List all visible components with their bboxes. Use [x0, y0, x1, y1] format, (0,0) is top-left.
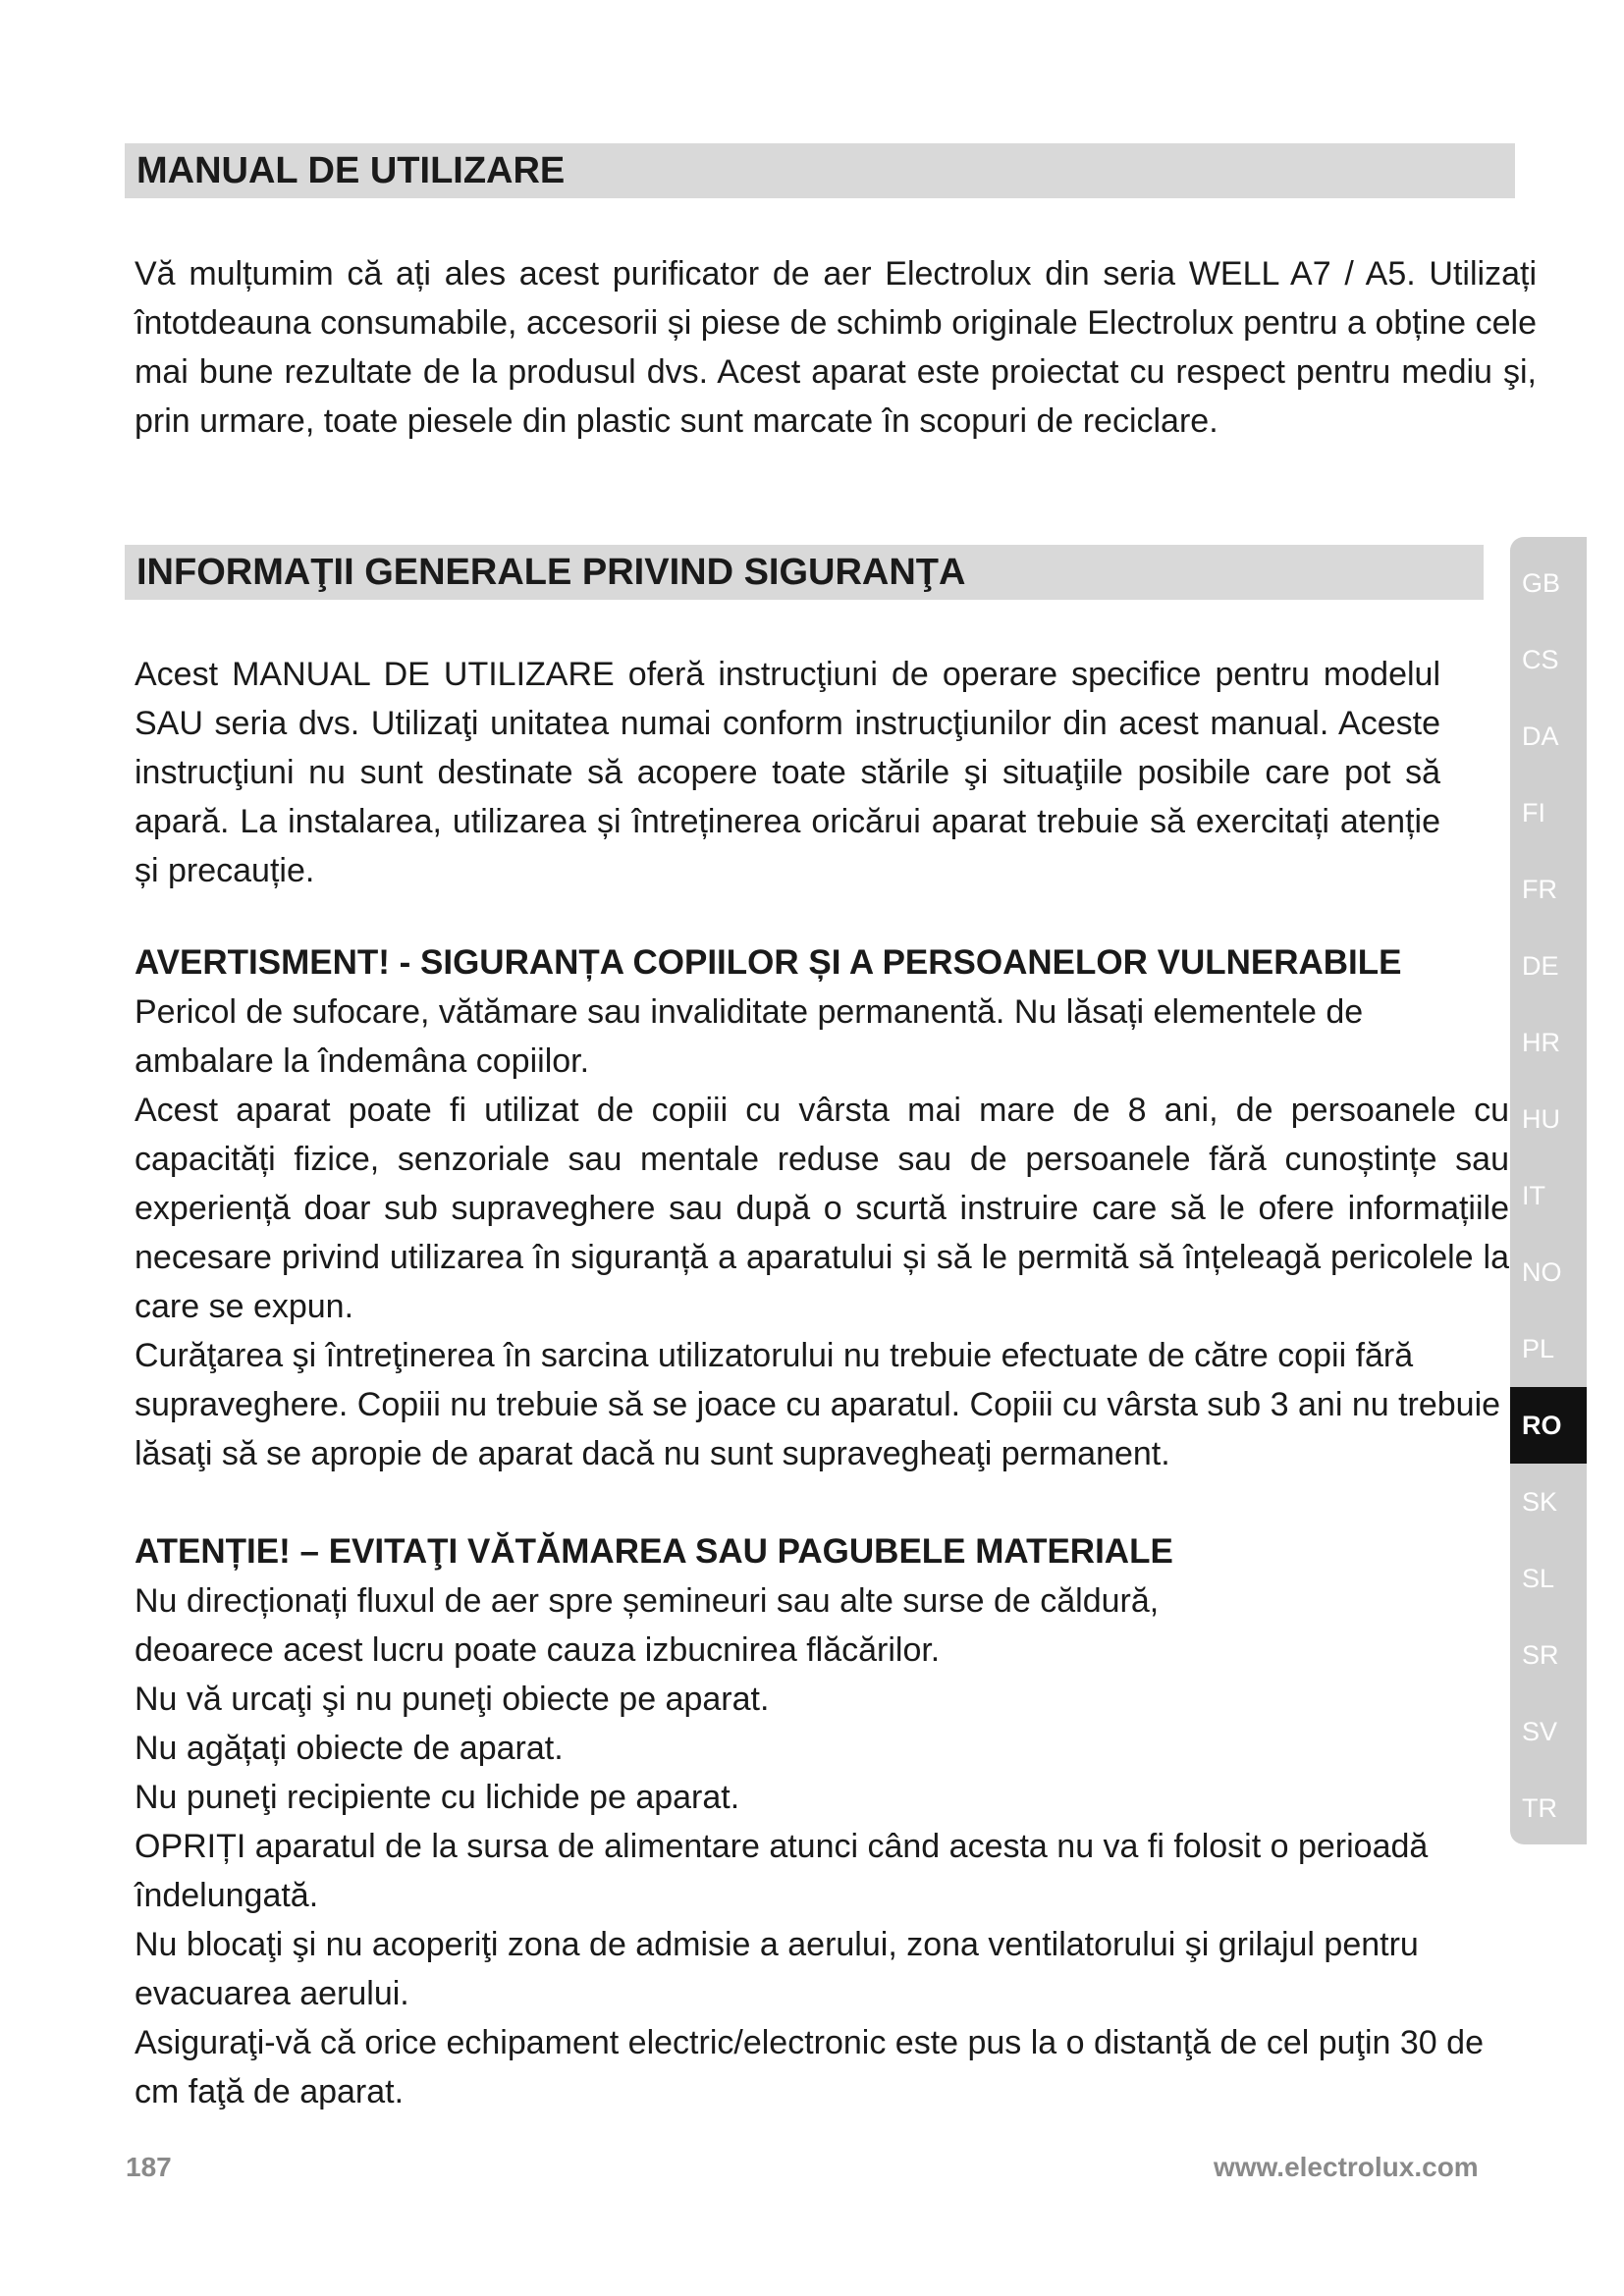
lang-tab-fi[interactable]: FI [1522, 798, 1545, 828]
lang-tab-de[interactable]: DE [1522, 951, 1559, 981]
caution-block [135, 1527, 1529, 2116]
safety-intro-paragraph: Acest MANUAL DE UTILIZARE oferă instrucţiuni de operare specifice pentru modelul SAU seria dvs. Utilizaţi unitatea numai conform instrucţiunilor din acest manual. Aceste instrucţiuni nu sunt destinate să acopere toate stările şi situaţiile posibile care pot să apară. La instalarea, utilizarea și întreținerea oricărui aparat trebuie să exercitați atenție și precauție. [135, 656, 1440, 889]
lang-tab-tr[interactable]: TR [1522, 1793, 1557, 1823]
lang-tab-sr[interactable]: SR [1522, 1640, 1559, 1670]
lang-tab-fr[interactable]: FR [1522, 875, 1557, 904]
warning-paragraph-3: Curăţarea şi întreţinerea în sarcina utilizatorului nu trebuie efectuate de către copii fără supraveghere. Copiii nu trebuie să se joace cu aparatul. Copiii cu vârsta sub 3 ani nu trebuie lăsaţi să se apropie de aparat dacă nu sunt supravegheaţi permanent. [135, 1337, 1501, 1472]
warning-title: AVERTISMENT! - SIGURANȚA COPIILOR ȘI A PERSOANELOR VULNERABILE [135, 943, 1402, 982]
website-link[interactable]: www.electrolux.com [1214, 2152, 1479, 2182]
caution-line-3: Nu vă urcaţi şi nu puneţi obiecte pe aparat. [135, 1681, 770, 1718]
lang-tab-sv[interactable]: SV [1522, 1717, 1558, 1746]
caution-line-2: deoarece acest lucru poate cauza izbucnirea flăcărilor. [135, 1631, 941, 1669]
lang-tab-hr[interactable]: HR [1522, 1028, 1560, 1057]
caution-line-4: Nu agățați obiecte de aparat. [135, 1730, 564, 1767]
intro-paragraph: Vă mulțumim că ați ales acest purificator de aer Electrolux din seria WELL A7 / A5. Utilizați întotdeauna consumabile, accesorii și piese de schimb originale Electrolux pentru a obține cele mai bune rezultate de la produsul dvs. Acest aparat este proiectat cu respect pentru mediu şi, prin urmare, toate piesele din plastic sunt marcate în scopuri de reciclare. [135, 255, 1537, 440]
caution-line-1: Nu direcționați fluxul de aer spre șemineuri sau alte surse de căldură, [135, 1582, 1160, 1620]
lang-tab-sl[interactable]: SL [1522, 1564, 1555, 1593]
caution-title: ATENȚIE! – EVITAŢI VĂTĂMAREA SAU PAGUBELE MATERIALE [135, 1532, 1173, 1571]
caution-line-8: Asiguraţi-vă că orice echipament electric/electronic este pus la o distanţă de cel puţin 30 de cm faţă de aparat. [135, 2024, 1484, 2110]
warning-paragraph-1: Pericol de sufocare, vătămare sau invaliditate permanentă. Nu lăsați elementele de ambalare la îndemâna copiilor. [135, 993, 1364, 1080]
warning-block [135, 938, 1509, 1478]
page-number: 187 [126, 2152, 172, 2182]
lang-tab-pl[interactable]: PL [1522, 1334, 1555, 1363]
lang-tab-it[interactable]: IT [1522, 1181, 1545, 1210]
intro-block [135, 249, 1537, 446]
lang-tab-sk[interactable]: SK [1522, 1487, 1558, 1517]
lang-tab-hu[interactable]: HU [1522, 1104, 1560, 1134]
warning-paragraph-2: Acest aparat poate fi utilizat de copiii cu vârsta mai mare de 8 ani, de persoanele cu capacități fizice, senzoriale sau mentale reduse sau de persoanele fără cunoștințe sau experiență doar sub supraveghere sau după o scurtă instruire care să le ofere informațiile necesare privind utilizarea în siguranță a aparatului și să le permită să înțeleagă pericolele la care se expun. [135, 1092, 1509, 1325]
lang-tab-ro[interactable]: RO [1510, 1387, 1587, 1464]
caution-line-7: Nu blocaţi şi nu acoperiţi zona de admisie a aerului, zona ventilatorului şi grilajul pentru evacuarea aerului. [135, 1926, 1419, 2012]
lang-tab-gb[interactable]: GB [1522, 568, 1561, 598]
lang-tab-da[interactable]: DA [1522, 721, 1559, 751]
lang-tab-no[interactable]: NO [1522, 1257, 1562, 1287]
lang-tab-cs[interactable]: CS [1522, 645, 1559, 674]
caution-line-6: OPRIȚI aparatul de la sursa de alimentare atunci când acesta nu va fi folosit o perioadă îndelungată. [135, 1828, 1429, 1914]
safety-intro-block [135, 650, 1440, 895]
caution-line-5: Nu puneţi recipiente cu lichide pe aparat. [135, 1779, 740, 1816]
manual-title: MANUAL DE UTILIZARE [125, 143, 1515, 198]
language-tabs [1510, 537, 1587, 1844]
safety-title: INFORMAŢII GENERALE PRIVIND SIGURANŢA [125, 545, 1484, 600]
